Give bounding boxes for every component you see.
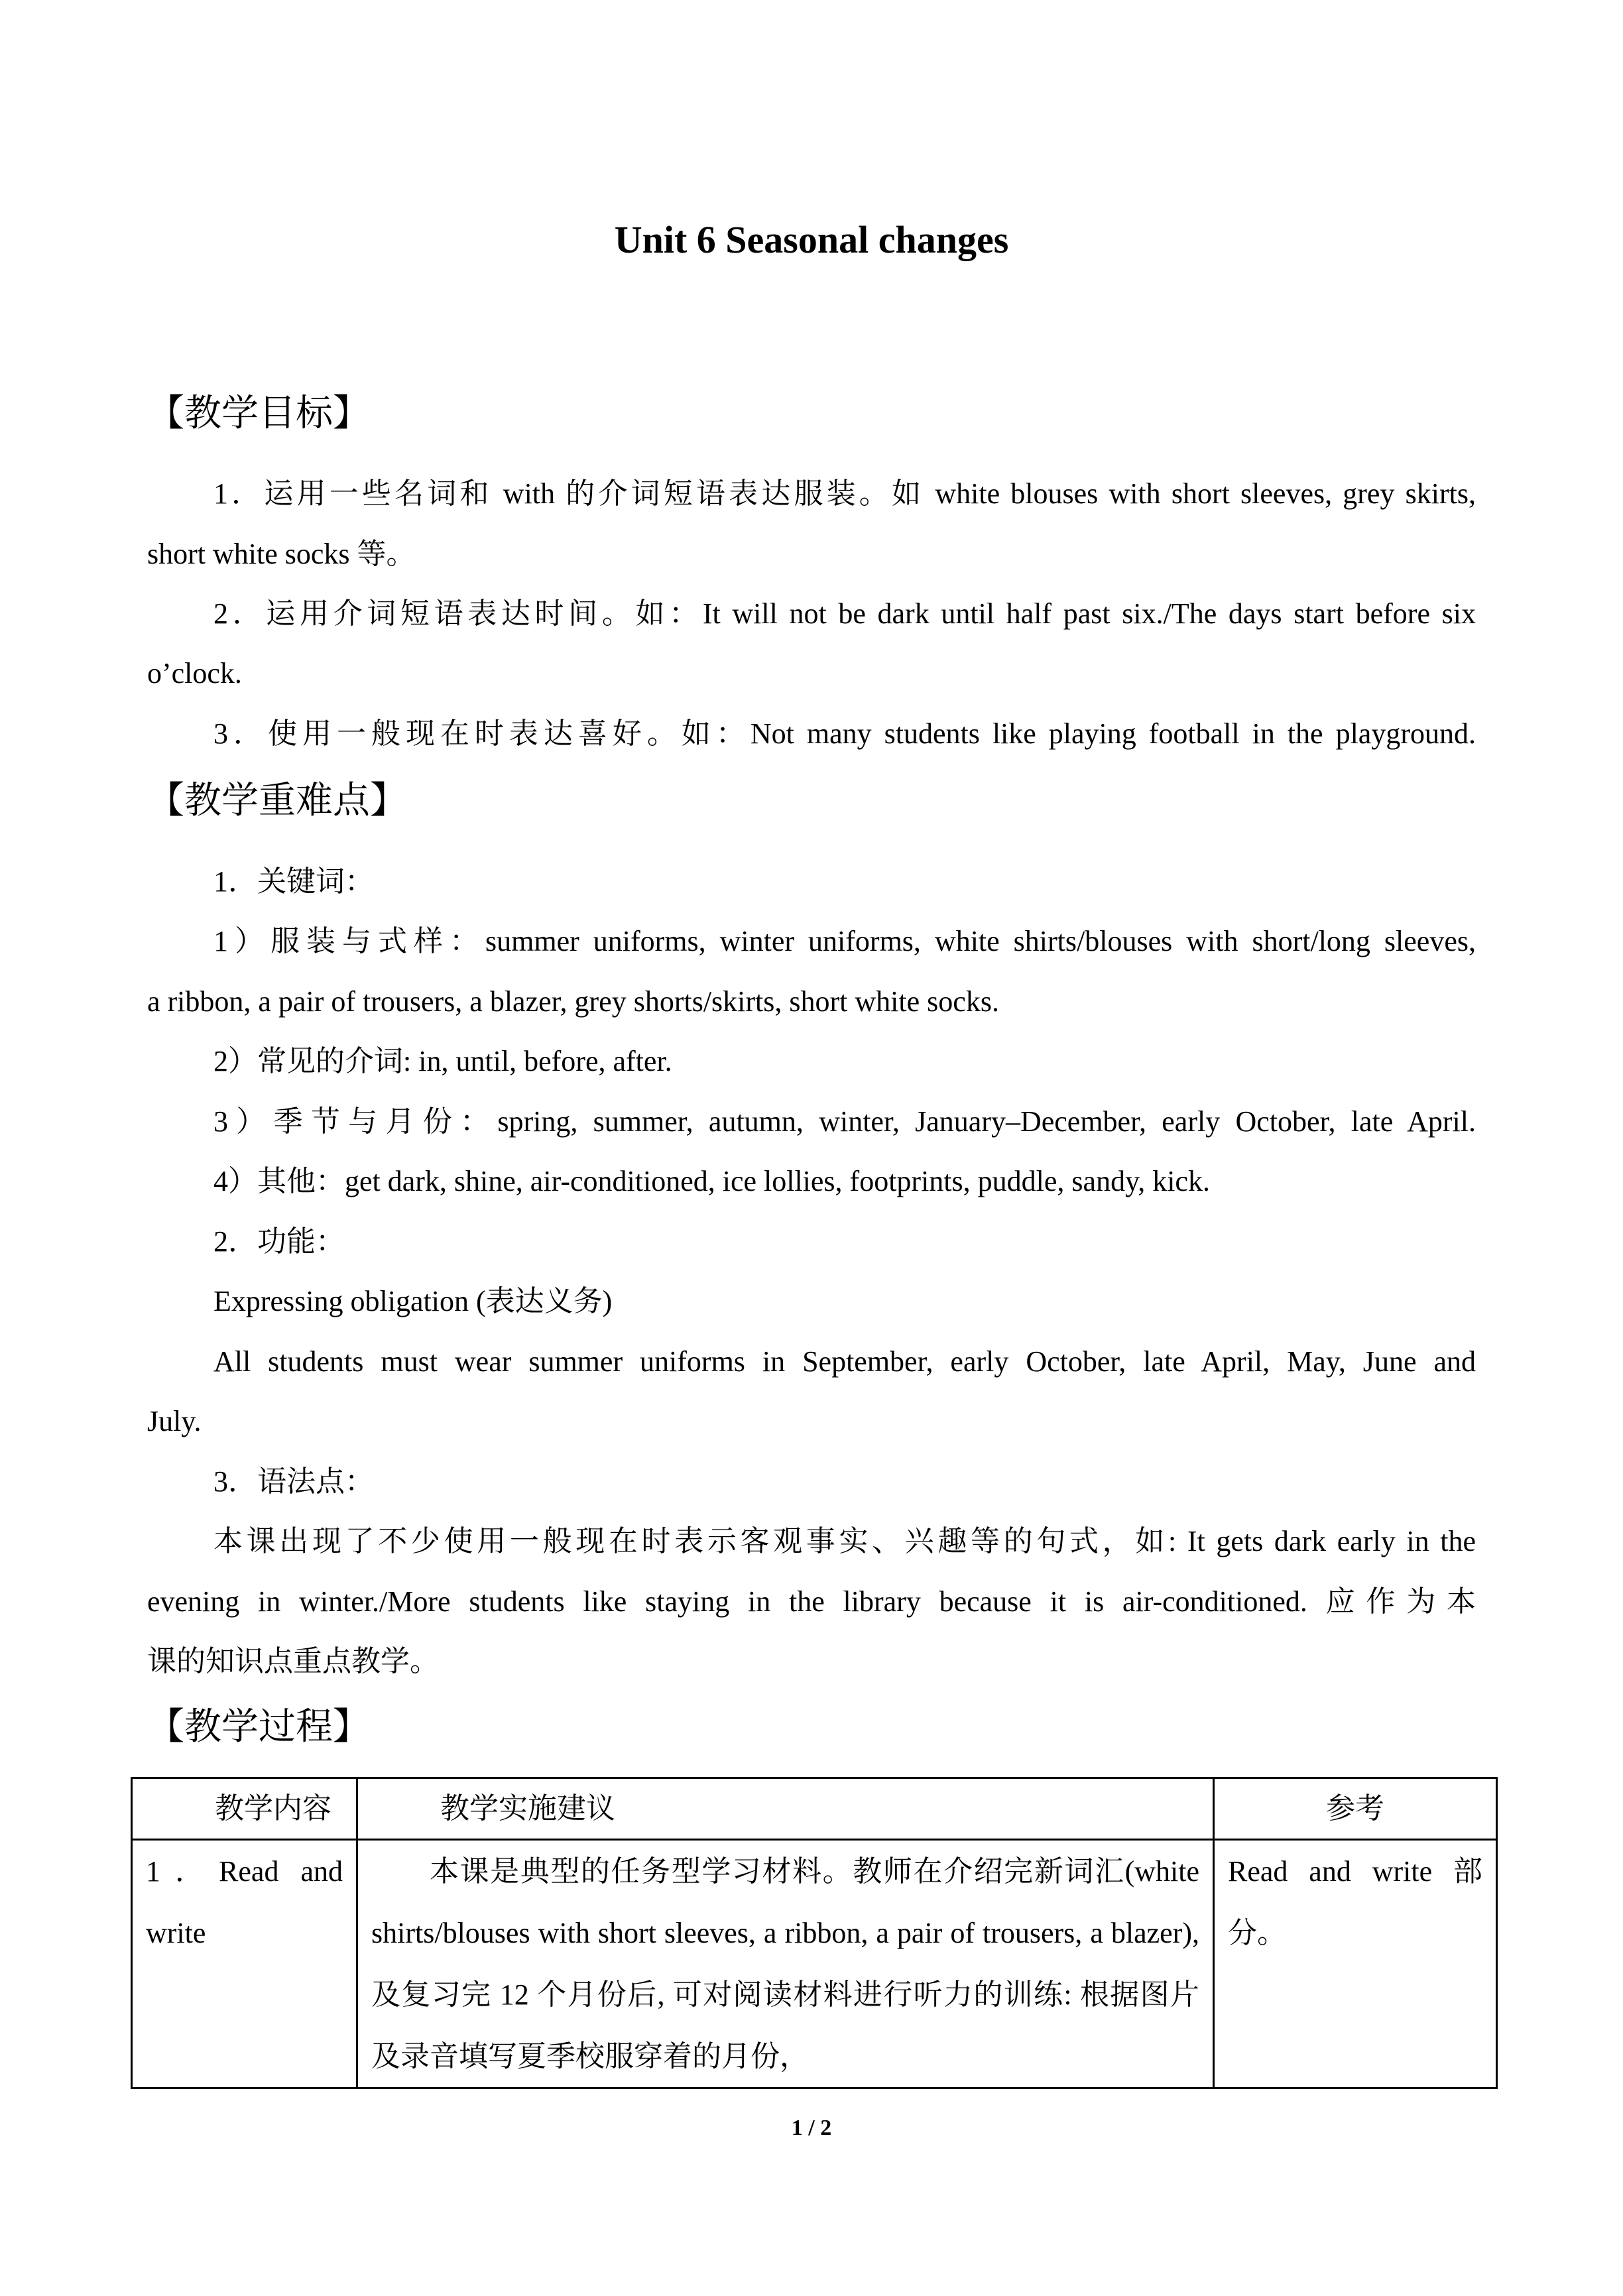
process-heading: 【教学过程】 [147,1705,370,1748]
cell-suggestion [357,1840,1214,2088]
key-point-line: 4）其他：get dark, shine, air-conditioned, ice lollies, footprints, puddle, sandy, kick. [213,1165,1210,1197]
key-point-line: 3．语法点： [213,1465,374,1498]
key-point-line: All students must wear summer uniforms in September, early October, late April, May, June and [213,1345,1476,1378]
key-point-line: 课的知识点重点教学。 [147,1645,439,1677]
key-point-line: 2．功能： [213,1225,345,1258]
column-header-suggestion: 教学实施建议 [357,1778,1214,1840]
column-header-reference: 参考 [1214,1778,1497,1840]
key-point-line: evening in winter./More students like staying in the library because it is air-conditioned. 应作为本 [147,1585,1476,1618]
key-point-line: July. [147,1405,202,1437]
objective-line: short white socks 等。 [147,538,416,570]
process-table [131,1777,1498,2089]
cell-content [132,1840,357,2088]
key-point-line: 1．关键词： [213,865,374,898]
objective-line: o’clock. [147,657,242,690]
key-point-line: a ribbon, a pair of trousers, a blazer, grey shorts/skirts, short white socks. [147,985,999,1018]
key-point-line: 1）服装与式样：summer uniforms, winter uniforms, white shirts/blouses with short/long sleeves, [213,925,1476,957]
table-row [132,1840,1497,2088]
key-point-line: 2）常见的介词: in, until, before, after. [213,1045,672,1077]
page-number: 1 / 2 [791,2116,832,2140]
column-header-content: 教学内容 [132,1778,357,1840]
key-point-line: 本课出现了不少使用一般现在时表示客观事实、兴趣等的句式，如: It gets dark early in the [213,1525,1476,1557]
cell-reference [1214,1840,1497,2088]
objectives-heading: 【教学目标】 [147,392,370,435]
key-points-heading: 【教学重难点】 [147,779,407,822]
objective-line: 1．运用一些名词和 with 的介词短语表达服装。如 white blouses with short sleeves, grey skirts, [213,477,1476,510]
cell-reference-text: Read and write 部分。 [1228,1855,1482,1949]
key-point-line: 3）季节与月份：spring, summer, autumn, winter, January–December, early October, late April. [213,1105,1476,1138]
document-title: Unit 6 Seasonal changes [614,218,1009,261]
table-header-row [132,1778,1497,1840]
objective-line: 3．使用一般现在时表达喜好。如：Not many students like playing football in the playground. [213,717,1476,750]
cell-suggestion-text: 本课是典型的任务型学习材料。教师在介绍完新词汇(white shirts/blouses with short sleeves, a ribbon, a pair of trousers, a blazer), 及复习完 12 个月份后, 可对阅读材料进行听力的训练: 根据图片及录音填写夏季校服穿着的月份， [371,1855,1199,2073]
objective-line: 2．运用介词短语表达时间。如：It will not be dark until half past six./The days start before six [213,597,1476,630]
cell-content-text: 1．Read and write [146,1855,343,1949]
key-point-line: Expressing obligation (表达义务) [213,1285,613,1317]
